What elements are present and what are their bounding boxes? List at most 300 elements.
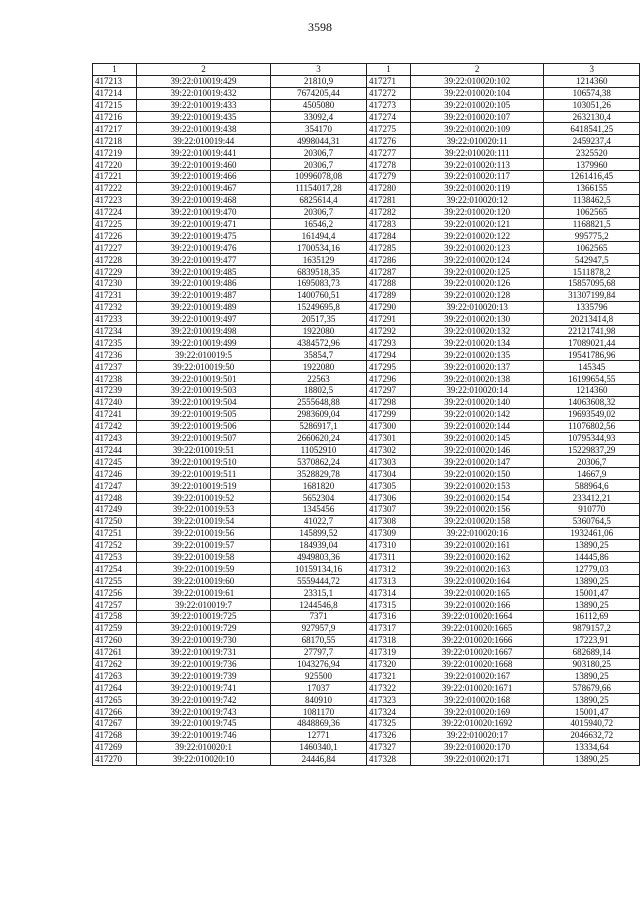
cadastral-number-cell: 39:22:010019:519 xyxy=(137,480,271,492)
cadastral-number-cell: 39:22:010020:156 xyxy=(410,503,543,515)
table-row xyxy=(367,159,640,171)
table-row xyxy=(93,408,367,420)
table-row xyxy=(367,646,640,658)
value-cell: 145899,52 xyxy=(271,527,367,539)
row-number-cell: 417220 xyxy=(93,159,137,171)
cadastral-number-cell: 39:22:010019:475 xyxy=(137,230,271,242)
cadastral-number-cell: 39:22:010020:1667 xyxy=(410,646,543,658)
row-number-cell: 417292 xyxy=(367,325,411,337)
row-number-cell: 417280 xyxy=(367,182,411,194)
row-number-cell: 417246 xyxy=(93,468,137,480)
value-cell: 1681820 xyxy=(271,480,367,492)
row-number-cell: 417231 xyxy=(93,289,137,301)
cadastral-number-cell: 39:22:010019:435 xyxy=(137,111,271,123)
table-row xyxy=(367,361,640,373)
table-row xyxy=(93,515,367,527)
value-cell: 31307199,84 xyxy=(544,289,640,301)
cadastral-number-cell: 39:22:010020:125 xyxy=(410,266,543,278)
cadastral-number-cell: 39:22:010019:467 xyxy=(137,182,271,194)
value-cell: 17223,91 xyxy=(544,634,640,646)
row-number-cell: 417242 xyxy=(93,420,137,432)
table-row xyxy=(367,135,640,147)
row-number-cell: 417309 xyxy=(367,527,411,539)
cadastral-number-cell: 39:22:010020:145 xyxy=(410,432,543,444)
cadastral-number-cell: 39:22:010019:498 xyxy=(137,325,271,337)
value-cell: 542947,5 xyxy=(544,254,640,266)
table-row xyxy=(93,729,367,741)
value-cell: 2325520 xyxy=(544,147,640,159)
value-cell: 15857095,68 xyxy=(544,278,640,290)
row-number-cell: 417223 xyxy=(93,194,137,206)
cadastral-number-cell: 39:22:010019:510 xyxy=(137,456,271,468)
cadastral-number-cell: 39:22:010020:1666 xyxy=(410,634,543,646)
value-cell: 1379960 xyxy=(544,159,640,171)
row-number-cell: 417260 xyxy=(93,634,137,646)
row-number-cell: 417261 xyxy=(93,646,137,658)
table-row xyxy=(93,325,367,337)
value-cell: 925500 xyxy=(271,670,367,682)
value-cell: 13890,25 xyxy=(544,753,640,765)
cadastral-number-cell: 39:22:010020:111 xyxy=(410,147,543,159)
cadastral-number-cell: 39:22:010020:167 xyxy=(410,670,543,682)
value-cell: 19693549,02 xyxy=(544,408,640,420)
value-cell: 1244546,8 xyxy=(271,599,367,611)
table-row xyxy=(367,599,640,611)
value-cell: 23315,1 xyxy=(271,587,367,599)
cadastral-number-cell: 39:22:010020:135 xyxy=(410,349,543,361)
table-row xyxy=(367,111,640,123)
row-number-cell: 417272 xyxy=(367,87,411,99)
value-cell: 24446,84 xyxy=(271,753,367,765)
value-cell: 2555648,88 xyxy=(271,396,367,408)
cadastral-number-cell: 39:22:010019:56 xyxy=(137,527,271,539)
row-number-cell: 417240 xyxy=(93,396,137,408)
table-row xyxy=(93,75,367,87)
value-cell: 20306,7 xyxy=(544,456,640,468)
cadastral-number-cell: 39:22:010019:5 xyxy=(137,349,271,361)
cadastral-number-cell: 39:22:010020:147 xyxy=(410,456,543,468)
cadastral-number-cell: 39:22:010019:489 xyxy=(137,301,271,313)
cadastral-number-cell: 39:22:010020:142 xyxy=(410,408,543,420)
value-cell: 3528829,78 xyxy=(271,468,367,480)
value-cell: 10159134,16 xyxy=(271,563,367,575)
row-number-cell: 417316 xyxy=(367,610,411,622)
value-cell: 1460340,1 xyxy=(271,741,367,753)
table-row xyxy=(93,194,367,206)
cadastral-number-cell: 39:22:010019:504 xyxy=(137,396,271,408)
column-header-number: 1 xyxy=(367,64,411,76)
table-row xyxy=(93,670,367,682)
value-cell: 22563 xyxy=(271,373,367,385)
value-cell: 1062565 xyxy=(544,242,640,254)
table-row xyxy=(93,610,367,622)
value-cell: 13890,25 xyxy=(544,575,640,587)
row-number-cell: 417286 xyxy=(367,254,411,266)
row-number-cell: 417251 xyxy=(93,527,137,539)
table-row xyxy=(367,456,640,468)
cadastral-number-cell: 39:22:010020:169 xyxy=(410,706,543,718)
row-number-cell: 417266 xyxy=(93,706,137,718)
value-cell: 2983609,04 xyxy=(271,408,367,420)
value-cell: 12779,03 xyxy=(544,563,640,575)
row-number-cell: 417281 xyxy=(367,194,411,206)
table-row xyxy=(367,706,640,718)
value-cell: 840910 xyxy=(271,694,367,706)
table-row xyxy=(367,230,640,242)
row-number-cell: 417250 xyxy=(93,515,137,527)
table-row xyxy=(367,480,640,492)
table-row xyxy=(93,420,367,432)
value-cell: 20213414,8 xyxy=(544,313,640,325)
value-cell: 927957,9 xyxy=(271,622,367,634)
row-number-cell: 417267 xyxy=(93,717,137,729)
cadastral-number-cell: 39:22:010019:51 xyxy=(137,444,271,456)
row-number-cell: 417238 xyxy=(93,373,137,385)
table-row xyxy=(93,551,367,563)
row-number-cell: 417222 xyxy=(93,182,137,194)
table-row xyxy=(367,408,640,420)
value-cell: 4949803,36 xyxy=(271,551,367,563)
cadastral-number-cell: 39:22:010020:105 xyxy=(410,99,543,111)
value-cell: 15001,47 xyxy=(544,706,640,718)
row-number-cell: 417301 xyxy=(367,432,411,444)
row-number-cell: 417228 xyxy=(93,254,137,266)
cadastral-number-cell: 39:22:010019:438 xyxy=(137,123,271,135)
cadastral-number-cell: 39:22:010019:503 xyxy=(137,385,271,397)
value-cell: 1695083,73 xyxy=(271,278,367,290)
table-row xyxy=(367,301,640,313)
row-number-cell: 417310 xyxy=(367,539,411,551)
row-number-cell: 417275 xyxy=(367,123,411,135)
table-row xyxy=(93,468,367,480)
table-row xyxy=(93,111,367,123)
cadastral-number-cell: 39:22:010020:146 xyxy=(410,444,543,456)
value-cell: 16546,2 xyxy=(271,218,367,230)
cadastral-number-cell: 39:22:010020:113 xyxy=(410,159,543,171)
table-row xyxy=(367,670,640,682)
table-row xyxy=(93,159,367,171)
value-cell: 1043276,94 xyxy=(271,658,367,670)
value-cell: 1168821,5 xyxy=(544,218,640,230)
value-cell: 20306,7 xyxy=(271,159,367,171)
value-cell: 15001,47 xyxy=(544,587,640,599)
value-cell: 903180,25 xyxy=(544,658,640,670)
value-cell: 20306,7 xyxy=(271,147,367,159)
row-number-cell: 417216 xyxy=(93,111,137,123)
cadastral-number-cell: 39:22:010020:128 xyxy=(410,289,543,301)
cadastral-number-cell: 39:22:010020:158 xyxy=(410,515,543,527)
row-number-cell: 417314 xyxy=(367,587,411,599)
row-number-cell: 417249 xyxy=(93,503,137,515)
cadastral-number-cell: 39:22:010020:1668 xyxy=(410,658,543,670)
cadastral-number-cell: 39:22:010020:11 xyxy=(410,135,543,147)
table-row xyxy=(93,646,367,658)
cadastral-number-cell: 39:22:010019:441 xyxy=(137,147,271,159)
cadastral-number-cell: 39:22:010019:433 xyxy=(137,99,271,111)
cadastral-number-cell: 39:22:010019:725 xyxy=(137,610,271,622)
row-number-cell: 417278 xyxy=(367,159,411,171)
table-row xyxy=(367,289,640,301)
cadastral-number-cell: 39:22:010019:7 xyxy=(137,599,271,611)
table-header-row xyxy=(367,64,640,76)
table-row xyxy=(367,194,640,206)
cadastral-number-cell: 39:22:010019:743 xyxy=(137,706,271,718)
cadastral-number-cell: 39:22:010020:14 xyxy=(410,385,543,397)
row-number-cell: 417328 xyxy=(367,753,411,765)
row-number-cell: 417215 xyxy=(93,99,137,111)
row-number-cell: 417294 xyxy=(367,349,411,361)
cadastral-number-cell: 39:22:010020:161 xyxy=(410,539,543,551)
value-cell: 6418541,25 xyxy=(544,123,640,135)
table-row xyxy=(93,147,367,159)
cadastral-number-cell: 39:22:010020:16 xyxy=(410,527,543,539)
cadastral-number-cell: 39:22:010019:54 xyxy=(137,515,271,527)
row-number-cell: 417237 xyxy=(93,361,137,373)
cadastral-number-cell: 39:22:010019:729 xyxy=(137,622,271,634)
value-cell: 4998044,31 xyxy=(271,135,367,147)
cadastral-number-cell: 39:22:010020:119 xyxy=(410,182,543,194)
table-row xyxy=(93,242,367,254)
row-number-cell: 417263 xyxy=(93,670,137,682)
cadastral-number-cell: 39:22:010019:476 xyxy=(137,242,271,254)
table-row xyxy=(367,278,640,290)
cadastral-number-cell: 39:22:010019:731 xyxy=(137,646,271,658)
value-cell: 13890,25 xyxy=(544,670,640,682)
table-header-row xyxy=(93,64,367,76)
value-cell: 11154017,28 xyxy=(271,182,367,194)
page-number: 3598 xyxy=(308,20,332,34)
cadastral-number-cell: 39:22:010020:1671 xyxy=(410,682,543,694)
row-number-cell: 417323 xyxy=(367,694,411,706)
table-row xyxy=(93,694,367,706)
value-cell: 1081170 xyxy=(271,706,367,718)
table-row xyxy=(367,717,640,729)
table-row xyxy=(93,492,367,504)
row-number-cell: 417295 xyxy=(367,361,411,373)
table-row xyxy=(367,171,640,183)
table-row xyxy=(93,456,367,468)
table-row xyxy=(367,658,640,670)
cadastral-number-cell: 39:22:010019:745 xyxy=(137,717,271,729)
value-cell: 1261416,45 xyxy=(544,171,640,183)
table-row xyxy=(93,361,367,373)
value-cell: 161494,4 xyxy=(271,230,367,242)
value-cell: 5286917,1 xyxy=(271,420,367,432)
row-number-cell: 417258 xyxy=(93,610,137,622)
row-number-cell: 417221 xyxy=(93,171,137,183)
table-row xyxy=(367,503,640,515)
table-row xyxy=(367,206,640,218)
table-row xyxy=(93,385,367,397)
table-row xyxy=(93,218,367,230)
cadastral-number-cell: 39:22:010019:486 xyxy=(137,278,271,290)
table-row xyxy=(93,480,367,492)
cadastral-number-cell: 39:22:010019:742 xyxy=(137,694,271,706)
row-number-cell: 417257 xyxy=(93,599,137,611)
row-number-cell: 417271 xyxy=(367,75,411,87)
table-row xyxy=(93,432,367,444)
value-cell: 13890,25 xyxy=(544,599,640,611)
row-number-cell: 417264 xyxy=(93,682,137,694)
cadastral-number-cell: 39:22:010019:53 xyxy=(137,503,271,515)
table-row xyxy=(367,682,640,694)
table-row xyxy=(93,527,367,539)
value-cell: 18802,5 xyxy=(271,385,367,397)
table-row xyxy=(93,135,367,147)
cadastral-number-cell: 39:22:010019:466 xyxy=(137,171,271,183)
row-number-cell: 417226 xyxy=(93,230,137,242)
row-number-cell: 417289 xyxy=(367,289,411,301)
row-number-cell: 417245 xyxy=(93,456,137,468)
value-cell: 2046632,72 xyxy=(544,729,640,741)
table-row xyxy=(367,468,640,480)
value-cell: 184939,04 xyxy=(271,539,367,551)
table-row xyxy=(367,147,640,159)
cadastral-number-cell: 39:22:010020:12 xyxy=(410,194,543,206)
cadastral-number-cell: 39:22:010019:499 xyxy=(137,337,271,349)
table-row xyxy=(367,420,640,432)
row-number-cell: 417244 xyxy=(93,444,137,456)
row-number-cell: 417256 xyxy=(93,587,137,599)
row-number-cell: 417268 xyxy=(93,729,137,741)
row-number-cell: 417324 xyxy=(367,706,411,718)
row-number-cell: 417307 xyxy=(367,503,411,515)
cadastral-number-cell: 39:22:010020:109 xyxy=(410,123,543,135)
cadastral-number-cell: 39:22:010019:432 xyxy=(137,87,271,99)
table-row xyxy=(93,171,367,183)
cadastral-number-cell: 39:22:010020:132 xyxy=(410,325,543,337)
table-row xyxy=(367,575,640,587)
row-number-cell: 417298 xyxy=(367,396,411,408)
table-row xyxy=(367,182,640,194)
table-row xyxy=(367,99,640,111)
row-number-cell: 417247 xyxy=(93,480,137,492)
table-row xyxy=(367,515,640,527)
cadastral-number-cell: 39:22:010020:1664 xyxy=(410,610,543,622)
table-row xyxy=(93,87,367,99)
cadastral-number-cell: 39:22:010020:168 xyxy=(410,694,543,706)
value-cell: 4015940,72 xyxy=(544,717,640,729)
table-row xyxy=(367,373,640,385)
cadastral-number-cell: 39:22:010020:102 xyxy=(410,75,543,87)
column-header-value: 3 xyxy=(271,64,367,76)
table-row xyxy=(93,313,367,325)
cadastral-number-cell: 39:22:010020:107 xyxy=(410,111,543,123)
table-row xyxy=(367,694,640,706)
row-number-cell: 417277 xyxy=(367,147,411,159)
row-number-cell: 417265 xyxy=(93,694,137,706)
table-row xyxy=(367,432,640,444)
table-row xyxy=(367,123,640,135)
row-number-cell: 417304 xyxy=(367,468,411,480)
cadastral-number-cell: 39:22:010019:739 xyxy=(137,670,271,682)
table-row xyxy=(367,75,640,87)
cadastral-number-cell: 39:22:010020:1 xyxy=(137,741,271,753)
column-header-number: 1 xyxy=(93,64,137,76)
row-number-cell: 417318 xyxy=(367,634,411,646)
cadastral-number-cell: 39:22:010019:471 xyxy=(137,218,271,230)
table-row xyxy=(93,254,367,266)
value-cell: 6825614,4 xyxy=(271,194,367,206)
cadastral-number-cell: 39:22:010020:117 xyxy=(410,171,543,183)
row-number-cell: 417312 xyxy=(367,563,411,575)
value-cell: 41022,7 xyxy=(271,515,367,527)
cadastral-number-cell: 39:22:010019:470 xyxy=(137,206,271,218)
row-number-cell: 417282 xyxy=(367,206,411,218)
table-row xyxy=(367,492,640,504)
row-number-cell: 417239 xyxy=(93,385,137,397)
cadastral-number-cell: 39:22:010019:50 xyxy=(137,361,271,373)
cadastral-number-cell: 39:22:010020:1665 xyxy=(410,622,543,634)
value-cell: 1511878,2 xyxy=(544,266,640,278)
cadastral-number-cell: 39:22:010020:138 xyxy=(410,373,543,385)
value-cell: 19541786,96 xyxy=(544,349,640,361)
row-number-cell: 417254 xyxy=(93,563,137,575)
cadastral-number-cell: 39:22:010020:124 xyxy=(410,254,543,266)
row-number-cell: 417313 xyxy=(367,575,411,587)
table-row xyxy=(93,289,367,301)
cadastral-number-cell: 39:22:010019:501 xyxy=(137,373,271,385)
row-number-cell: 417305 xyxy=(367,480,411,492)
row-number-cell: 417217 xyxy=(93,123,137,135)
table-row xyxy=(93,717,367,729)
cadastral-number-cell: 39:22:010020:130 xyxy=(410,313,543,325)
table-row xyxy=(367,444,640,456)
value-cell: 1335796 xyxy=(544,301,640,313)
value-cell: 4848869,36 xyxy=(271,717,367,729)
cadastral-number-cell: 39:22:010020:13 xyxy=(410,301,543,313)
row-number-cell: 417285 xyxy=(367,242,411,254)
row-number-cell: 417248 xyxy=(93,492,137,504)
table-row xyxy=(367,634,640,646)
table-row xyxy=(93,658,367,670)
value-cell: 103051,26 xyxy=(544,99,640,111)
row-number-cell: 417224 xyxy=(93,206,137,218)
value-cell: 1922080 xyxy=(271,361,367,373)
row-number-cell: 417302 xyxy=(367,444,411,456)
table-row xyxy=(367,539,640,551)
table-row xyxy=(93,301,367,313)
row-number-cell: 417227 xyxy=(93,242,137,254)
row-number-cell: 417241 xyxy=(93,408,137,420)
cadastral-number-cell: 39:22:010020:137 xyxy=(410,361,543,373)
row-number-cell: 417325 xyxy=(367,717,411,729)
value-cell: 22121741,98 xyxy=(544,325,640,337)
value-cell: 1345456 xyxy=(271,503,367,515)
table-row xyxy=(93,396,367,408)
row-number-cell: 417288 xyxy=(367,278,411,290)
cadastral-number-cell: 39:22:010019:59 xyxy=(137,563,271,575)
row-number-cell: 417320 xyxy=(367,658,411,670)
value-cell: 5370862,24 xyxy=(271,456,367,468)
cadastral-number-cell: 39:22:010020:153 xyxy=(410,480,543,492)
row-number-cell: 417297 xyxy=(367,385,411,397)
row-number-cell: 417311 xyxy=(367,551,411,563)
value-cell: 68170,55 xyxy=(271,634,367,646)
table-row xyxy=(93,706,367,718)
value-cell: 35854,7 xyxy=(271,349,367,361)
table-row xyxy=(93,373,367,385)
value-cell: 354170 xyxy=(271,123,367,135)
table-row xyxy=(367,729,640,741)
value-cell: 4505080 xyxy=(271,99,367,111)
cadastral-number-cell: 39:22:010019:511 xyxy=(137,468,271,480)
value-cell: 1138462,5 xyxy=(544,194,640,206)
table-row xyxy=(367,622,640,634)
column-header-cadastral: 2 xyxy=(410,64,543,76)
value-cell: 16199654,55 xyxy=(544,373,640,385)
table-row xyxy=(367,349,640,361)
